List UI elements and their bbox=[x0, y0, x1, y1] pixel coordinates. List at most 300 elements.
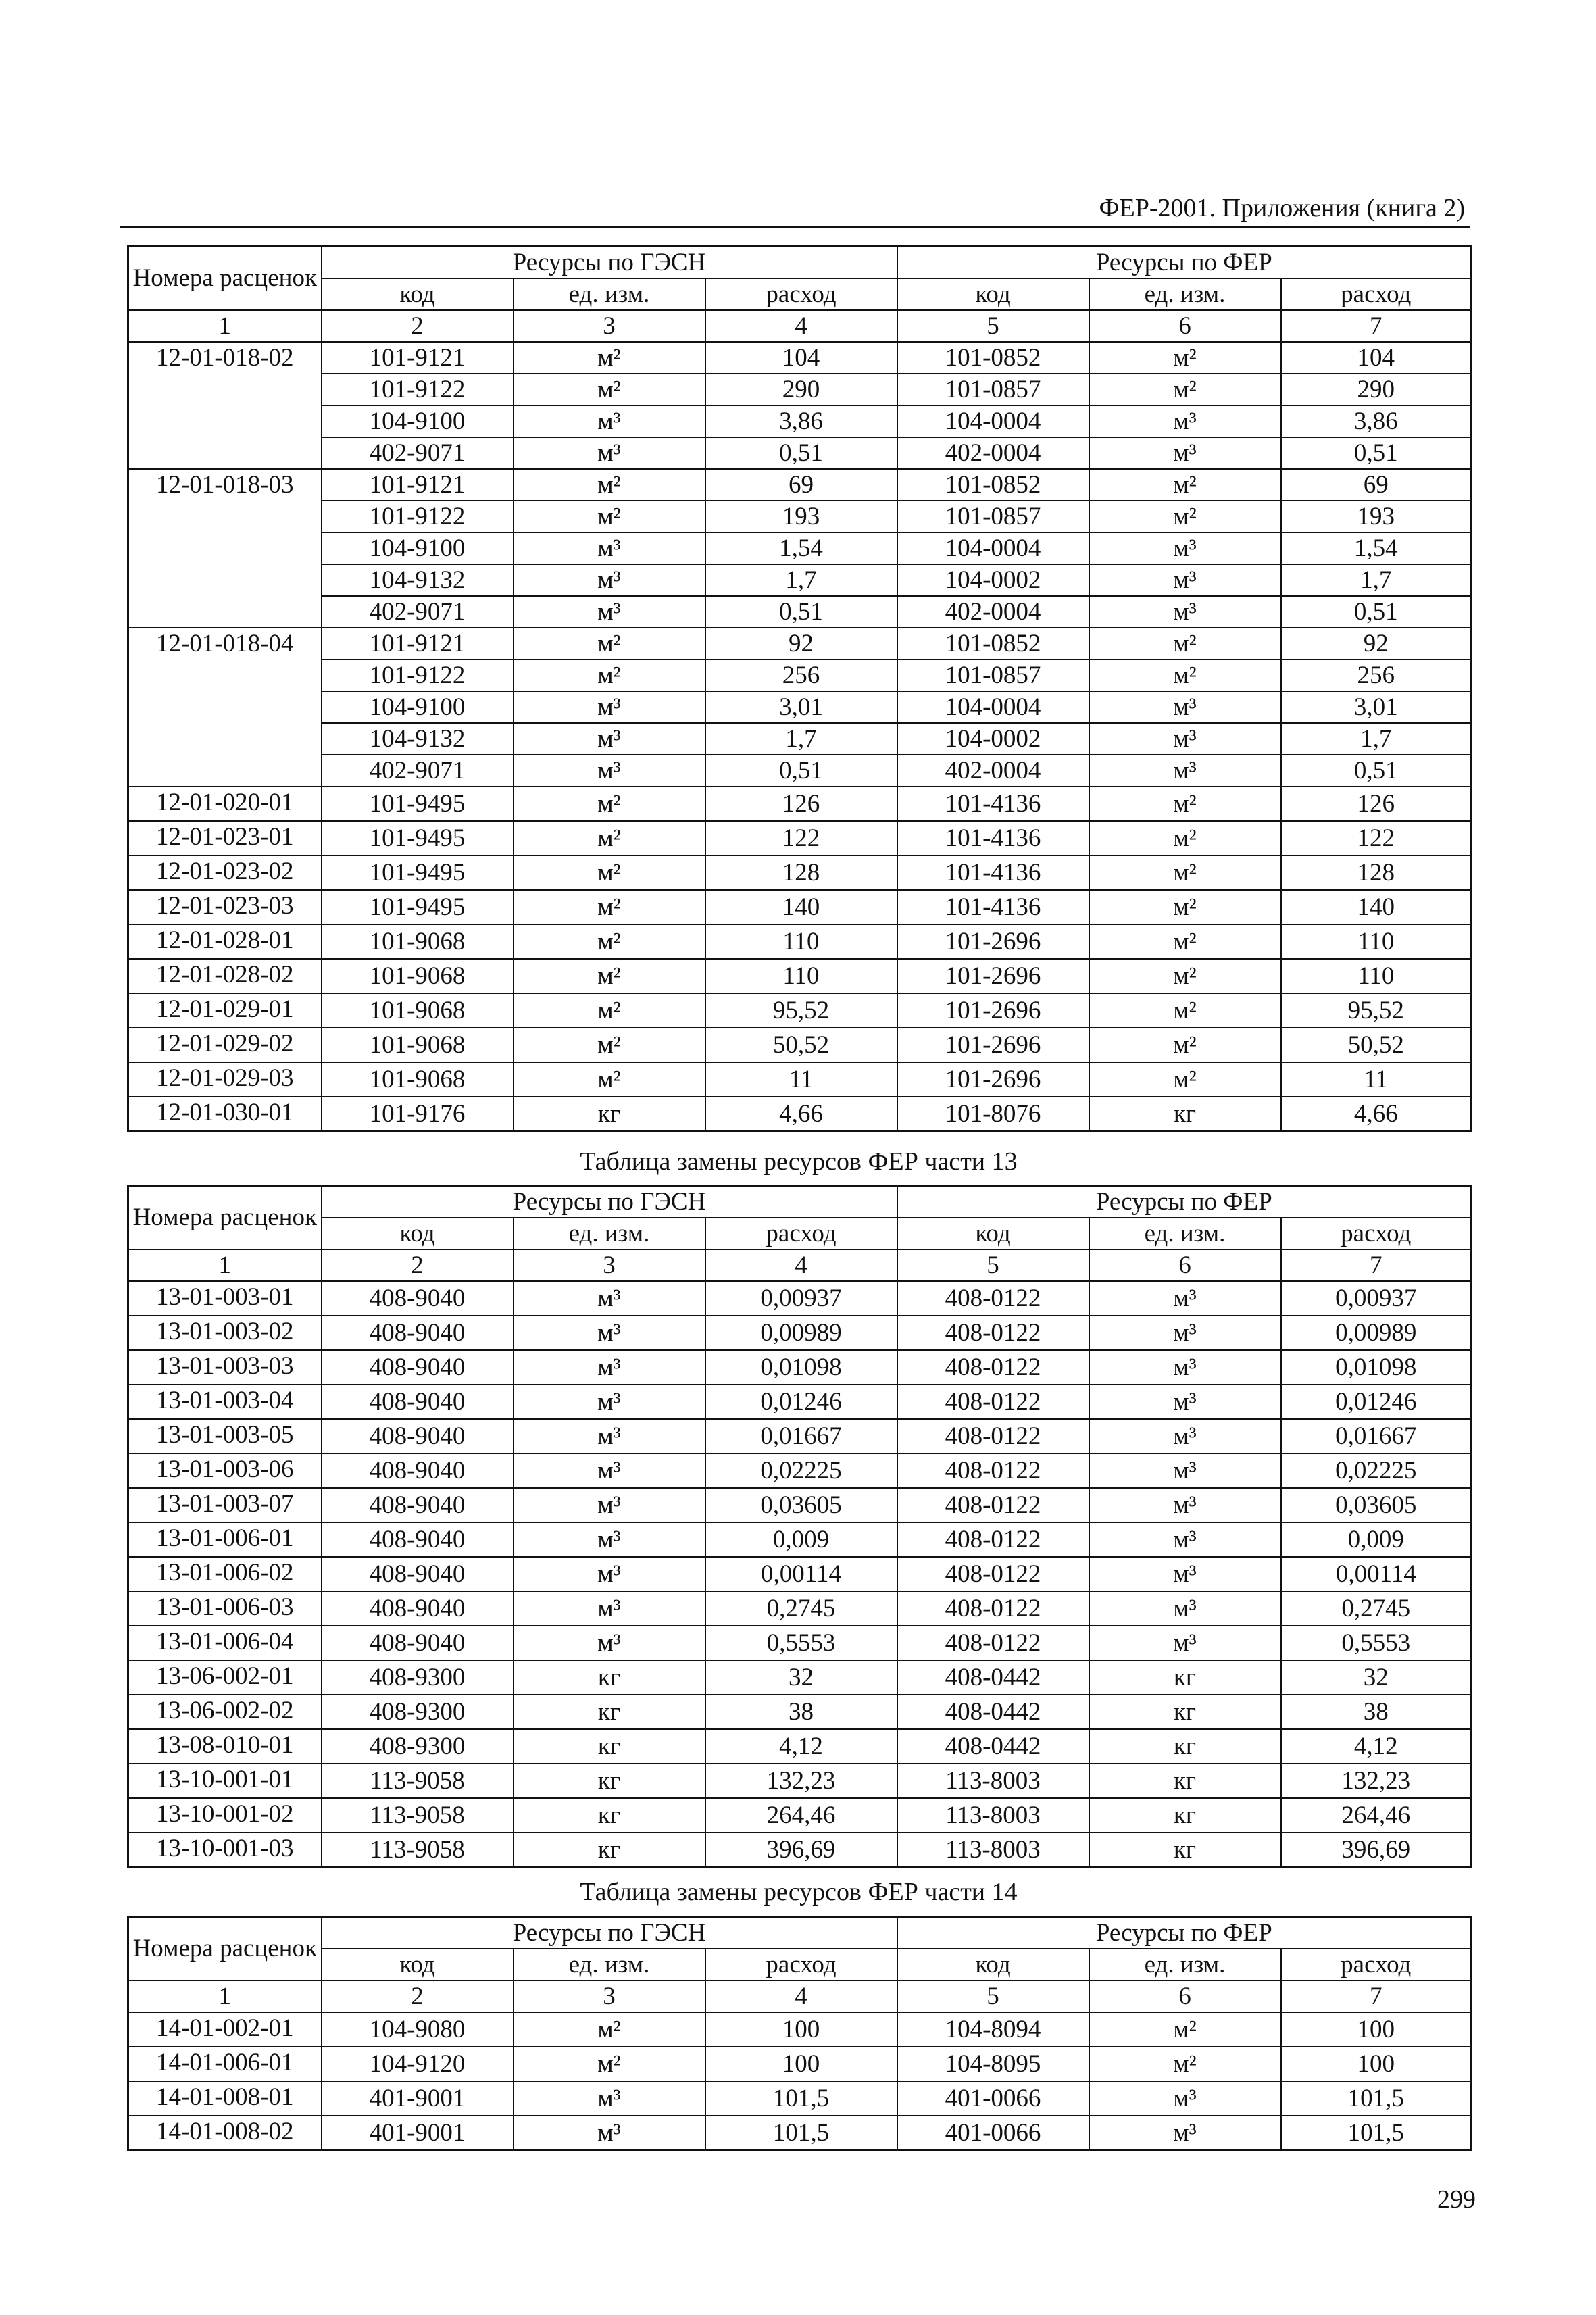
rate-number: 12-01-023-01 bbox=[128, 821, 322, 855]
header-code: код bbox=[322, 278, 514, 310]
fer-amount: 0,00989 bbox=[1281, 1316, 1472, 1350]
table-row bbox=[128, 1419, 1472, 1453]
fer-unit: м³ bbox=[1089, 1591, 1281, 1626]
gesn-code: 104-9120 bbox=[322, 2047, 514, 2081]
header-row bbox=[128, 247, 1472, 279]
gesn-code: 101-9495 bbox=[322, 890, 514, 924]
gesn-unit: м³ bbox=[514, 596, 705, 628]
gesn-code: 408-9040 bbox=[322, 1385, 514, 1419]
rate-number: 13-01-003-03 bbox=[128, 1350, 322, 1385]
fer-code: 101-2696 bbox=[897, 993, 1089, 1028]
gesn-code: 101-9495 bbox=[322, 855, 514, 890]
gesn-unit: м³ bbox=[514, 1316, 705, 1350]
fer-amount: 32 bbox=[1281, 1660, 1472, 1695]
rate-number: 12-01-029-03 bbox=[128, 1062, 322, 1097]
gesn-code: 408-9040 bbox=[322, 1350, 514, 1385]
table-row bbox=[128, 959, 1472, 993]
gesn-code: 402-9071 bbox=[322, 755, 514, 787]
fer-code: 104-0002 bbox=[897, 723, 1089, 755]
table-row bbox=[128, 1798, 1472, 1833]
table-row bbox=[128, 755, 1472, 787]
rate-number: 13-01-006-01 bbox=[128, 1522, 322, 1557]
gesn-unit: м³ bbox=[514, 1591, 705, 1626]
gesn-unit: м³ bbox=[514, 405, 705, 437]
gesn-unit: м² bbox=[514, 890, 705, 924]
rate-number: 13-10-001-03 bbox=[128, 1833, 322, 1868]
fer-amount: 95,52 bbox=[1281, 993, 1472, 1028]
column-number: 3 bbox=[514, 1981, 705, 2012]
gesn-code: 408-9040 bbox=[322, 1281, 514, 1316]
gesn-unit: м² bbox=[514, 342, 705, 374]
gesn-amount: 132,23 bbox=[705, 1764, 897, 1798]
rate-number: 12-01-023-02 bbox=[128, 855, 322, 890]
fer-amount: 0,00937 bbox=[1281, 1281, 1472, 1316]
gesn-unit: м³ bbox=[514, 1281, 705, 1316]
column-number: 3 bbox=[514, 1249, 705, 1281]
gesn-amount: 0,2745 bbox=[705, 1591, 897, 1626]
fer-code: 101-4136 bbox=[897, 787, 1089, 821]
table-row bbox=[128, 1281, 1472, 1316]
header-code: код bbox=[322, 1949, 514, 1981]
gesn-amount: 104 bbox=[705, 342, 897, 374]
header-row bbox=[128, 1949, 1472, 1981]
table-row bbox=[128, 1385, 1472, 1419]
fer-unit: м³ bbox=[1089, 532, 1281, 564]
table-row bbox=[128, 1591, 1472, 1626]
rate-number: 12-01-018-04 bbox=[128, 628, 322, 787]
gesn-unit: кг bbox=[514, 1660, 705, 1695]
fer-unit: м² bbox=[1089, 787, 1281, 821]
gesn-unit: м² bbox=[514, 855, 705, 890]
fer-code: 408-0122 bbox=[897, 1591, 1089, 1626]
header-row bbox=[128, 1186, 1472, 1218]
fer-unit: м² bbox=[1089, 924, 1281, 959]
fer-code: 101-4136 bbox=[897, 890, 1089, 924]
gesn-code: 104-9080 bbox=[322, 2012, 514, 2047]
fer-unit: кг bbox=[1089, 1695, 1281, 1729]
rate-number: 12-01-028-01 bbox=[128, 924, 322, 959]
header-row bbox=[128, 278, 1472, 310]
gesn-code: 104-9100 bbox=[322, 691, 514, 723]
fer-amount: 1,7 bbox=[1281, 564, 1472, 596]
fer-amount: 69 bbox=[1281, 469, 1472, 501]
rate-number: 13-01-003-04 bbox=[128, 1385, 322, 1419]
fer-unit: кг bbox=[1089, 1660, 1281, 1695]
table-row bbox=[128, 890, 1472, 924]
gesn-unit: м³ bbox=[514, 1522, 705, 1557]
fer-unit: м³ bbox=[1089, 1557, 1281, 1591]
fer-unit: м³ bbox=[1089, 755, 1281, 787]
fer-amount: 0,51 bbox=[1281, 596, 1472, 628]
gesn-unit: м³ bbox=[514, 1488, 705, 1522]
fer-amount: 110 bbox=[1281, 924, 1472, 959]
gesn-unit: м³ bbox=[514, 1350, 705, 1385]
table-row bbox=[128, 1488, 1472, 1522]
fer-unit: кг bbox=[1089, 1729, 1281, 1764]
table-row bbox=[128, 1764, 1472, 1798]
rate-number: 12-01-030-01 bbox=[128, 1097, 322, 1132]
gesn-amount: 0,009 bbox=[705, 1522, 897, 1557]
gesn-amount: 0,00989 bbox=[705, 1316, 897, 1350]
rate-number: 13-01-003-05 bbox=[128, 1419, 322, 1453]
fer-unit: м² bbox=[1089, 2047, 1281, 2081]
header-unit: ед. изм. bbox=[514, 1949, 705, 1981]
gesn-code: 113-9058 bbox=[322, 1833, 514, 1868]
rate-number: 14-01-002-01 bbox=[128, 2012, 322, 2047]
fer-unit: м² bbox=[1089, 2012, 1281, 2047]
rate-number: 12-01-018-02 bbox=[128, 342, 322, 469]
gesn-amount: 0,02225 bbox=[705, 1453, 897, 1488]
table-row bbox=[128, 2012, 1472, 2047]
gesn-unit: м³ bbox=[514, 532, 705, 564]
table-row bbox=[128, 501, 1472, 532]
fer-amount: 110 bbox=[1281, 959, 1472, 993]
fer-amount: 101,5 bbox=[1281, 2116, 1472, 2151]
rate-number: 13-06-002-02 bbox=[128, 1695, 322, 1729]
fer-code: 101-2696 bbox=[897, 959, 1089, 993]
gesn-unit: м² bbox=[514, 501, 705, 532]
column-number-row bbox=[128, 1249, 1472, 1281]
header-unit: ед. изм. bbox=[514, 278, 705, 310]
gesn-amount: 50,52 bbox=[705, 1028, 897, 1062]
header-rates: Номера расценок bbox=[128, 1917, 322, 1981]
fer-amount: 38 bbox=[1281, 1695, 1472, 1729]
table-row bbox=[128, 924, 1472, 959]
gesn-amount: 0,01667 bbox=[705, 1419, 897, 1453]
fer-unit: кг bbox=[1089, 1764, 1281, 1798]
gesn-code: 101-9121 bbox=[322, 469, 514, 501]
table-row bbox=[128, 1695, 1472, 1729]
gesn-unit: м³ bbox=[514, 437, 705, 469]
fer-amount: 92 bbox=[1281, 628, 1472, 659]
gesn-unit: м² bbox=[514, 787, 705, 821]
gesn-unit: кг bbox=[514, 1729, 705, 1764]
fer-amount: 100 bbox=[1281, 2012, 1472, 2047]
table-row bbox=[128, 1557, 1472, 1591]
gesn-code: 408-9040 bbox=[322, 1626, 514, 1660]
gesn-unit: м³ bbox=[514, 1419, 705, 1453]
fer-code: 101-4136 bbox=[897, 855, 1089, 890]
gesn-code: 408-9040 bbox=[322, 1488, 514, 1522]
fer-unit: м³ bbox=[1089, 1385, 1281, 1419]
gesn-code: 101-9495 bbox=[322, 787, 514, 821]
column-number: 7 bbox=[1281, 1249, 1472, 1281]
fer-amount: 0,51 bbox=[1281, 755, 1472, 787]
table-row bbox=[128, 532, 1472, 564]
fer-unit: м² bbox=[1089, 855, 1281, 890]
fer-unit: м² bbox=[1089, 374, 1281, 405]
gesn-amount: 38 bbox=[705, 1695, 897, 1729]
gesn-unit: м² bbox=[514, 628, 705, 659]
gesn-amount: 290 bbox=[705, 374, 897, 405]
table-row bbox=[128, 469, 1472, 501]
gesn-amount: 0,51 bbox=[705, 596, 897, 628]
table-row bbox=[128, 405, 1472, 437]
fer-unit: м³ bbox=[1089, 2081, 1281, 2116]
rate-number: 14-01-008-01 bbox=[128, 2081, 322, 2116]
gesn-unit: кг bbox=[514, 1695, 705, 1729]
fer-code: 408-0122 bbox=[897, 1350, 1089, 1385]
rate-number: 14-01-006-01 bbox=[128, 2047, 322, 2081]
fer-unit: м² bbox=[1089, 659, 1281, 691]
gesn-amount: 110 bbox=[705, 924, 897, 959]
gesn-unit: м² bbox=[514, 469, 705, 501]
rate-number: 13-01-006-04 bbox=[128, 1626, 322, 1660]
fer-amount: 4,12 bbox=[1281, 1729, 1472, 1764]
fer-amount: 0,5553 bbox=[1281, 1626, 1472, 1660]
table-row bbox=[128, 1316, 1472, 1350]
resource-table bbox=[127, 245, 1472, 1132]
gesn-code: 104-9132 bbox=[322, 564, 514, 596]
fer-unit: м³ bbox=[1089, 723, 1281, 755]
gesn-amount: 122 bbox=[705, 821, 897, 855]
fer-unit: м³ bbox=[1089, 1488, 1281, 1522]
fer-amount: 3,01 bbox=[1281, 691, 1472, 723]
gesn-amount: 0,01098 bbox=[705, 1350, 897, 1385]
gesn-unit: м³ bbox=[514, 2081, 705, 2116]
fer-amount: 104 bbox=[1281, 342, 1472, 374]
gesn-amount: 396,69 bbox=[705, 1833, 897, 1868]
column-number-row bbox=[128, 1981, 1472, 2012]
fer-unit: м² bbox=[1089, 1028, 1281, 1062]
fer-amount: 0,2745 bbox=[1281, 1591, 1472, 1626]
fer-code: 408-0442 bbox=[897, 1660, 1089, 1695]
header-fer: Ресурсы по ФЕР bbox=[897, 1186, 1472, 1218]
fer-unit: м³ bbox=[1089, 1350, 1281, 1385]
header-amount: расход bbox=[1281, 1949, 1472, 1981]
header-fer: Ресурсы по ФЕР bbox=[897, 247, 1472, 279]
gesn-unit: кг bbox=[514, 1097, 705, 1132]
rate-number: 13-10-001-02 bbox=[128, 1798, 322, 1833]
header-gesn: Ресурсы по ГЭСН bbox=[322, 247, 897, 279]
rate-number: 13-01-006-03 bbox=[128, 1591, 322, 1626]
fer-amount: 0,02225 bbox=[1281, 1453, 1472, 1488]
fer-unit: м² bbox=[1089, 993, 1281, 1028]
gesn-code: 402-9071 bbox=[322, 596, 514, 628]
fer-amount: 264,46 bbox=[1281, 1798, 1472, 1833]
fer-code: 104-8094 bbox=[897, 2012, 1089, 2047]
fer-code: 104-0002 bbox=[897, 564, 1089, 596]
fer-unit: м² bbox=[1089, 501, 1281, 532]
gesn-code: 408-9040 bbox=[322, 1522, 514, 1557]
rate-number: 13-01-003-07 bbox=[128, 1488, 322, 1522]
fer-unit: м² bbox=[1089, 821, 1281, 855]
table-row bbox=[128, 659, 1472, 691]
page-number: 299 bbox=[1437, 2185, 1476, 2214]
fer-code: 402-0004 bbox=[897, 755, 1089, 787]
table-row bbox=[128, 993, 1472, 1028]
fer-amount: 0,00114 bbox=[1281, 1557, 1472, 1591]
column-number: 6 bbox=[1089, 1249, 1281, 1281]
gesn-amount: 92 bbox=[705, 628, 897, 659]
gesn-amount: 126 bbox=[705, 787, 897, 821]
gesn-code: 408-9040 bbox=[322, 1453, 514, 1488]
table-caption: Таблица замены ресурсов ФЕР части 14 bbox=[580, 1878, 1018, 1906]
gesn-amount: 1,54 bbox=[705, 532, 897, 564]
table-row bbox=[128, 628, 1472, 659]
rate-number: 14-01-008-02 bbox=[128, 2116, 322, 2151]
header-unit: ед. изм. bbox=[1089, 1218, 1281, 1249]
gesn-amount: 32 bbox=[705, 1660, 897, 1695]
gesn-code: 101-9176 bbox=[322, 1097, 514, 1132]
gesn-code: 101-9122 bbox=[322, 501, 514, 532]
column-number: 2 bbox=[322, 310, 514, 342]
gesn-unit: м³ bbox=[514, 691, 705, 723]
fer-code: 101-0857 bbox=[897, 374, 1089, 405]
gesn-amount: 3,86 bbox=[705, 405, 897, 437]
fer-unit: м² bbox=[1089, 1062, 1281, 1097]
fer-amount: 0,009 bbox=[1281, 1522, 1472, 1557]
fer-code: 101-0852 bbox=[897, 469, 1089, 501]
gesn-amount: 4,12 bbox=[705, 1729, 897, 1764]
gesn-unit: м³ bbox=[514, 723, 705, 755]
table-row bbox=[128, 1453, 1472, 1488]
table-row bbox=[128, 596, 1472, 628]
fer-unit: кг bbox=[1089, 1097, 1281, 1132]
table-row bbox=[128, 1626, 1472, 1660]
gesn-code: 101-9068 bbox=[322, 959, 514, 993]
gesn-unit: м² bbox=[514, 924, 705, 959]
column-number: 7 bbox=[1281, 1981, 1472, 2012]
fer-unit: м³ bbox=[1089, 564, 1281, 596]
header-code: код bbox=[322, 1218, 514, 1249]
rate-number: 12-01-018-03 bbox=[128, 469, 322, 628]
fer-code: 113-8003 bbox=[897, 1833, 1089, 1868]
table-row bbox=[128, 787, 1472, 821]
fer-code: 101-4136 bbox=[897, 821, 1089, 855]
fer-code: 104-8095 bbox=[897, 2047, 1089, 2081]
gesn-code: 408-9300 bbox=[322, 1695, 514, 1729]
gesn-code: 408-9300 bbox=[322, 1729, 514, 1764]
gesn-unit: м² bbox=[514, 659, 705, 691]
rate-number: 12-01-028-02 bbox=[128, 959, 322, 993]
gesn-amount: 4,66 bbox=[705, 1097, 897, 1132]
table-row bbox=[128, 437, 1472, 469]
gesn-unit: м² bbox=[514, 374, 705, 405]
table-row bbox=[128, 723, 1472, 755]
gesn-unit: м³ bbox=[514, 1557, 705, 1591]
fer-amount: 1,7 bbox=[1281, 723, 1472, 755]
fer-code: 408-0122 bbox=[897, 1385, 1089, 1419]
header-rates: Номера расценок bbox=[128, 247, 322, 311]
fer-unit: м³ bbox=[1089, 1626, 1281, 1660]
fer-amount: 122 bbox=[1281, 821, 1472, 855]
header-code: код bbox=[897, 1949, 1089, 1981]
gesn-amount: 95,52 bbox=[705, 993, 897, 1028]
column-number: 6 bbox=[1089, 310, 1281, 342]
gesn-code: 101-9122 bbox=[322, 659, 514, 691]
fer-unit: м³ bbox=[1089, 1281, 1281, 1316]
fer-amount: 0,01098 bbox=[1281, 1350, 1472, 1385]
table-row bbox=[128, 1833, 1472, 1868]
column-number: 7 bbox=[1281, 310, 1472, 342]
fer-unit: м³ bbox=[1089, 437, 1281, 469]
gesn-unit: кг bbox=[514, 1798, 705, 1833]
gesn-code: 101-9495 bbox=[322, 821, 514, 855]
gesn-amount: 0,01246 bbox=[705, 1385, 897, 1419]
header-code: код bbox=[897, 1218, 1089, 1249]
fer-code: 408-0122 bbox=[897, 1488, 1089, 1522]
rate-number: 13-06-002-01 bbox=[128, 1660, 322, 1695]
fer-amount: 50,52 bbox=[1281, 1028, 1472, 1062]
table-row bbox=[128, 374, 1472, 405]
column-number: 4 bbox=[705, 1249, 897, 1281]
table-row bbox=[128, 2081, 1472, 2116]
fer-code: 101-0857 bbox=[897, 501, 1089, 532]
fer-code: 101-8076 bbox=[897, 1097, 1089, 1132]
table-row bbox=[128, 821, 1472, 855]
table-row bbox=[128, 855, 1472, 890]
column-number: 1 bbox=[128, 310, 322, 342]
fer-amount: 193 bbox=[1281, 501, 1472, 532]
gesn-code: 104-9100 bbox=[322, 532, 514, 564]
gesn-unit: м² bbox=[514, 993, 705, 1028]
fer-amount: 4,66 bbox=[1281, 1097, 1472, 1132]
column-number: 3 bbox=[514, 310, 705, 342]
gesn-amount: 0,00937 bbox=[705, 1281, 897, 1316]
gesn-code: 113-9058 bbox=[322, 1798, 514, 1833]
gesn-unit: м³ bbox=[514, 2116, 705, 2151]
column-number: 2 bbox=[322, 1981, 514, 2012]
fer-amount: 11 bbox=[1281, 1062, 1472, 1097]
gesn-code: 408-9040 bbox=[322, 1591, 514, 1626]
gesn-unit: м³ bbox=[514, 1385, 705, 1419]
resource-table bbox=[127, 1185, 1472, 1868]
gesn-amount: 128 bbox=[705, 855, 897, 890]
column-number: 5 bbox=[897, 1249, 1089, 1281]
column-number: 5 bbox=[897, 310, 1089, 342]
fer-code: 401-0066 bbox=[897, 2116, 1089, 2151]
gesn-amount: 11 bbox=[705, 1062, 897, 1097]
fer-amount: 396,69 bbox=[1281, 1833, 1472, 1868]
table-row bbox=[128, 564, 1472, 596]
gesn-code: 101-9121 bbox=[322, 628, 514, 659]
resource-table bbox=[127, 1916, 1472, 2151]
gesn-unit: м³ bbox=[514, 1626, 705, 1660]
header-amount: расход bbox=[705, 278, 897, 310]
fer-code: 101-2696 bbox=[897, 924, 1089, 959]
fer-amount: 3,86 bbox=[1281, 405, 1472, 437]
rate-number: 12-01-029-02 bbox=[128, 1028, 322, 1062]
gesn-amount: 0,5553 bbox=[705, 1626, 897, 1660]
fer-code: 113-8003 bbox=[897, 1798, 1089, 1833]
gesn-code: 101-9068 bbox=[322, 1028, 514, 1062]
gesn-code: 104-9132 bbox=[322, 723, 514, 755]
fer-unit: м³ bbox=[1089, 1316, 1281, 1350]
gesn-amount: 0,00114 bbox=[705, 1557, 897, 1591]
fer-code: 401-0066 bbox=[897, 2081, 1089, 2116]
gesn-amount: 1,7 bbox=[705, 564, 897, 596]
gesn-amount: 100 bbox=[705, 2012, 897, 2047]
table-row bbox=[128, 1097, 1472, 1132]
gesn-amount: 1,7 bbox=[705, 723, 897, 755]
gesn-amount: 0,03605 bbox=[705, 1488, 897, 1522]
fer-unit: м² bbox=[1089, 959, 1281, 993]
fer-unit: кг bbox=[1089, 1833, 1281, 1868]
header-amount: расход bbox=[705, 1949, 897, 1981]
fer-code: 101-0852 bbox=[897, 342, 1089, 374]
table-row bbox=[128, 691, 1472, 723]
fer-unit: м³ bbox=[1089, 596, 1281, 628]
fer-amount: 0,01246 bbox=[1281, 1385, 1472, 1419]
rate-number: 13-08-010-01 bbox=[128, 1729, 322, 1764]
column-number: 4 bbox=[705, 310, 897, 342]
gesn-unit: м³ bbox=[514, 1453, 705, 1488]
gesn-code: 101-9068 bbox=[322, 924, 514, 959]
fer-amount: 256 bbox=[1281, 659, 1472, 691]
fer-code: 408-0122 bbox=[897, 1453, 1089, 1488]
gesn-code: 113-9058 bbox=[322, 1764, 514, 1798]
